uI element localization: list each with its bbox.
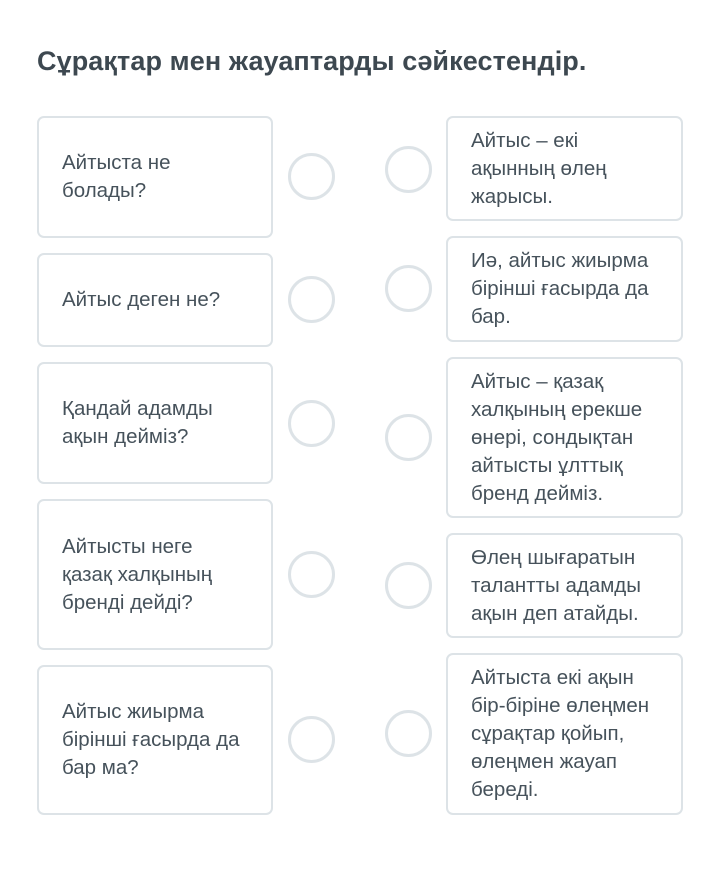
answer-radio-2[interactable] <box>385 265 432 312</box>
question-card-4[interactable] <box>37 499 273 650</box>
question-text: Қандай адамды ақын дейміз? <box>62 397 213 448</box>
question-card-3[interactable] <box>37 362 273 484</box>
answer-text: Айтыс – екі ақынның өлең жарысы. <box>471 128 607 208</box>
question-text: Айтыс жиырма бірінші ғасырда да бар ма? <box>62 700 240 779</box>
answer-card-2[interactable] <box>446 236 683 342</box>
answer-radio-5[interactable] <box>385 710 432 757</box>
question-radio-5[interactable] <box>288 716 335 763</box>
answer-radio-4[interactable] <box>385 562 432 609</box>
answer-card-1[interactable] <box>446 116 683 221</box>
page-title: Сұрақтар мен жауаптарды сәйкестендір. <box>37 46 587 76</box>
question-radio-2[interactable] <box>288 276 335 323</box>
question-radio-1[interactable] <box>288 153 335 200</box>
question-radio-4[interactable] <box>288 551 335 598</box>
answer-text: Иә, айтыс жиырма бірінші ғасырда да бар. <box>471 249 649 328</box>
answer-text: Өлең шығаратын талантты адамды ақын деп атайды. <box>471 545 642 625</box>
question-card-2[interactable] <box>37 253 273 347</box>
question-text: Айтыс деген не? <box>62 288 221 311</box>
answer-text: Айтыс – қазақ халқының ерекше өнері, сондықтан айтысты ұлттық бренд дейміз. <box>471 369 643 505</box>
question-text: Айтыста не болады? <box>62 151 171 202</box>
question-card-5[interactable] <box>37 665 273 815</box>
question-radio-3[interactable] <box>288 400 335 447</box>
answer-card-3[interactable] <box>446 357 683 518</box>
answer-text: Айтыста екі ақын бір-біріне өлеңмен сұрақтар қойып, өлеңмен жауап береді. <box>471 666 650 801</box>
answer-radio-3[interactable] <box>385 414 432 461</box>
answer-radio-1[interactable] <box>385 146 432 193</box>
answer-card-5[interactable] <box>446 653 683 815</box>
question-card-1[interactable] <box>37 116 273 238</box>
question-text: Айтысты неге қазақ халқының бренді дейді? <box>62 534 213 614</box>
answer-card-4[interactable] <box>446 533 683 638</box>
